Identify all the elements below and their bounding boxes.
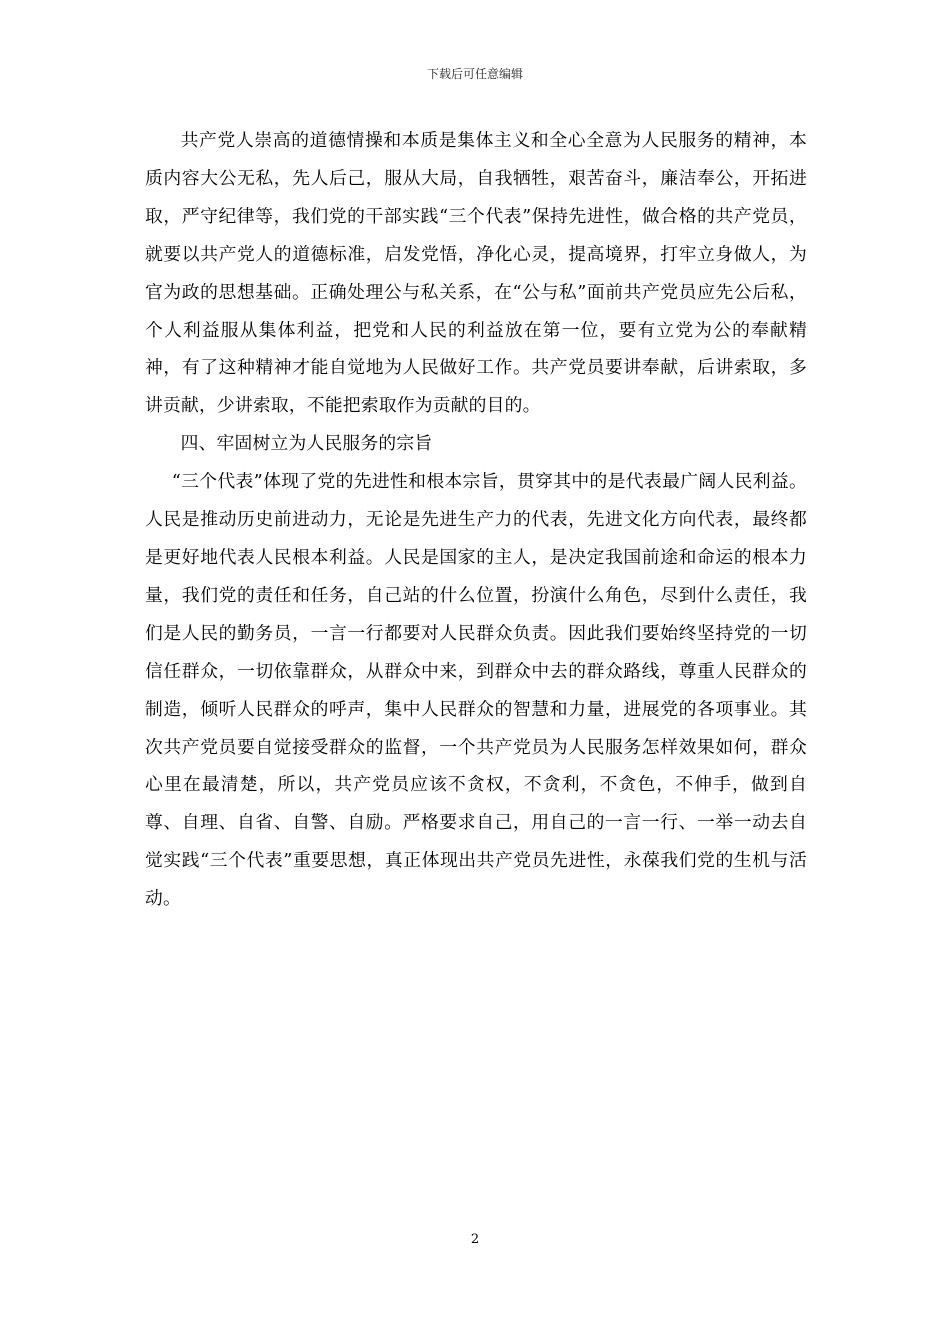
document-body: [145, 122, 807, 918]
body-paragraph: “三个代表”体现了党的先进性和根本宗旨，贯穿其中的是代表最广阔人民利益。人民是推动历史前进动力，无论是先进生产力的代表，先进文化方向代表，最终都是更好地代表人民根本利益。人民是国家的主人，是决定我国前途和命运的根本力量，我们党的责任和任务，自己站的什么位置，扮演什么角色，尽到什么责任，我们是人民的勤务员，一言一行都要对人民群众负责。因此我们要始终坚持党的一切信任群众，一切依靠群众，从群众中来，到群众中去的群众路线，尊重人民群众的制造，倾听人民群众的呼声，集中人民群众的智慧和力量，进展党的各项事业。其次共产党员要自觉接受群众的监督，一个共产党员为人民服务怎样效果如何，群众心里在最清楚，所以，共产党员应该不贪权，不贪利，不贪色，不伸手，做到自尊、自理、自省、自警、自励。严格要求自己，用自己的一言一行、一举一动去自觉实践“三个代表”重要思想，真正体现出共产党员先进性，永葆我们党的生机与活动。: [145, 471, 807, 910]
page-number: 2: [470, 1232, 480, 1247]
body-paragraph: 共产党人崇高的道德情操和本质是集体主义和全心全意为人民服务的精神，本质内容大公无私，先人后己，服从大局，自我牺牲，艰苦奋斗，廉洁奉公，开拓进取，严守纪律等，我们党的干部实践“三个代表”保持先进性，做合格的共产党员，就要以共产党人的道德标准，启发党悟，净化心灵，提高境界，打牢立身做人，为官为政的思想基础。正确处理公与私关系，在“公与私”面前共产党员应先公后私，个人利益服从集体利益，把党和人民的利益放在第一位，要有立党为公的奉献精神，有了这种精神才能自觉地为人民做好工作。共产党员要讲奉献，后讲索取，多讲贡献，少讲索取，不能把索取作为贡献的目的。: [145, 130, 807, 417]
section-heading: 四、牢固树立为人民服务的宗旨: [180, 433, 433, 455]
page-header: 下载后可任意编辑: [426, 67, 523, 81]
